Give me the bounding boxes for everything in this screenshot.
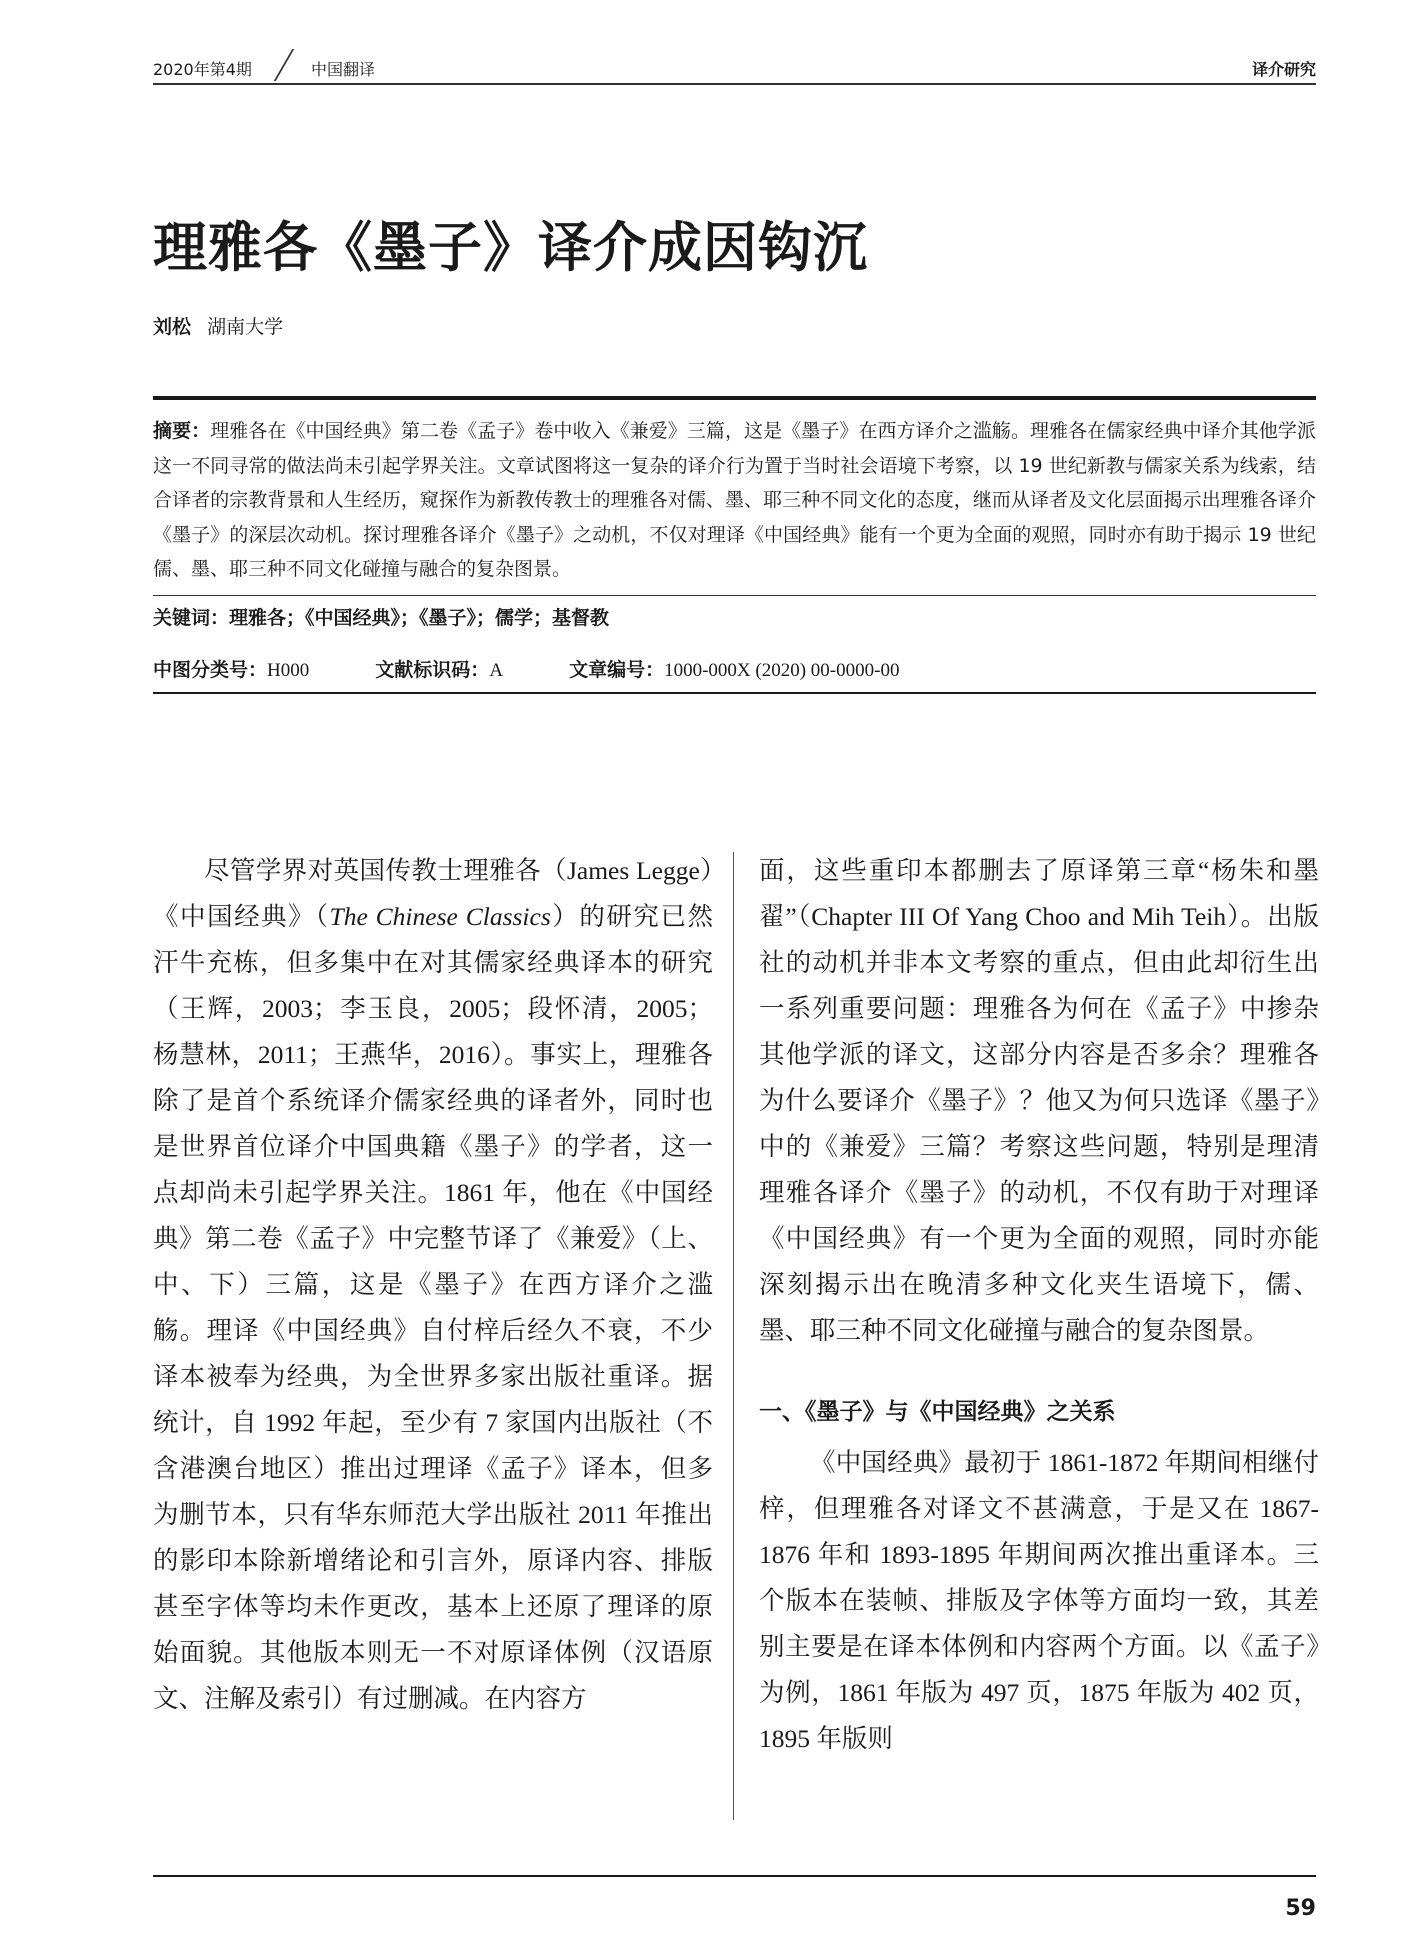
article-number — [569, 655, 899, 682]
abstract-label: 摘要： — [153, 420, 211, 442]
author-affiliation: 湖南大学 — [207, 316, 284, 338]
author-line — [153, 312, 283, 339]
doc-value: A — [489, 660, 504, 681]
article-title: 理雅各《墨子》译介成因钩沉 — [153, 216, 868, 279]
journal-name: 中国翻译 — [311, 60, 376, 79]
doc-label: 文献标识码： — [375, 659, 490, 681]
column-divider — [733, 852, 734, 1820]
body-paragraph — [153, 848, 713, 1722]
section-label: 译介研究 — [1251, 60, 1316, 79]
header-slash-divider — [274, 49, 294, 81]
document-code — [375, 655, 503, 682]
author-name: 刘松 — [153, 316, 192, 338]
body-text: ）的研究已然汗牛充栋，但多集中在对其儒家经典译本的研究（王辉，2003；李玉良，2005；段怀清，2005；杨慧林，2011；王燕华，2016）。事实上，理雅各除了是首个系统译介儒家经典的译者外，同时也是世界首位译介中国典籍《墨子》的学者，这一点却尚未引起学界关注。1861 年，他在《中国经典》第二卷《孟子》中完整节译了《兼爱》（上、中、下）三篇，这是《墨子》在西方译介之滥觞。理译《中国经典》自付梓后经久不衰，不少译本被奉为经典，为全世界多家出版社重译。据统计，自 1992 年起，至少有 7 家国内出版社（不含港澳台地区）推出过理译《孟子》译本，但多为删节本，只有华东师范大学出版社 2011 年推出的影印本除新增绪论和引言外，原译内容、排版甚至字体等均未作更改，基本上还原了理译的原始面貌。其他版本则无一不对原译体例（汉语原文、注解及索引）有过删减。在内容方 — [153, 902, 713, 1713]
section-heading: 一、《墨子》与《中国经典》之关系 — [759, 1399, 1116, 1425]
body-column-left — [153, 848, 713, 1722]
keywords-value: 理雅各；《中国经典》；《墨子》；儒学；基督教 — [229, 607, 610, 629]
footer-divider — [153, 1875, 1316, 1877]
article-number-value: 1000-000X (2020) 00-0000-00 — [664, 660, 900, 681]
keywords-label: 关键词： — [153, 607, 230, 629]
clc-label: 中图分类号： — [153, 659, 268, 681]
body-paragraph: 《中国经典》最初于 1861-1872 年期间相继付梓，但理雅各对译文不甚满意，于是又在 1867-1876 年和 1893-1895 年期间两次推出重译本。三个版本在装帧、排版及字体等方面均一致，其差别主要是在译本体例和内容两个方面。以《孟子》为例，1861 年版为 497 页，1875 年版为 402 页，1895 年版则 — [759, 1448, 1319, 1753]
clc-value: H000 — [267, 660, 310, 681]
book-title-italic: The Chinese Classics — [329, 902, 551, 931]
meta-divider — [153, 692, 1316, 694]
body-column-right — [759, 848, 1319, 1762]
issue-label: 2020年第4期 — [153, 60, 252, 79]
classification-row — [153, 655, 1316, 682]
body-text: 尽管学界对英国传教士理雅各（James Legge）《中国经典》（ — [153, 856, 713, 931]
body-paragraph-continued: 面，这些重印本都删去了原译第三章“杨朱和墨翟”（Chapter III Of Yang Choo and Mih Teih）。出版社的动机并非本文考察的重点，但由此却衍生出一系列重要问题：理雅各为何在《孟子》中掺杂其他学派的译文，这部分内容是否多余？理雅各为什么要译介《墨子》？他又为何只选译《墨子》中的《兼爱》三篇？考察这些问题，特别是理清理雅各译介《墨子》的动机，不仅有助于对理译《中国经典》有一个更为全面的观照，同时亦能深刻揭示出在晚清多种文化夹生语境下，儒、墨、耶三种不同文化碰撞与融合的复杂图景。 — [759, 856, 1319, 1345]
keywords — [153, 603, 609, 630]
abstract-box — [153, 396, 1316, 596]
abstract — [153, 414, 1316, 596]
page-number: 59 — [1285, 1896, 1316, 1921]
article-number-label: 文章编号： — [569, 659, 665, 681]
running-header — [153, 55, 1316, 85]
clc-number — [153, 655, 309, 682]
abstract-text: 理雅各在《中国经典》第二卷《孟子》卷中收入《兼爱》三篇，这是《墨子》在西方译介之滥觞。理雅各在儒家经典中译介其他学派这一不同寻常的做法尚未引起学界关注。文章试图将这一复杂的译介行为置于当时社会语境下考察，以 19 世纪新教与儒家关系为线索，结合译者的宗教背景和人生经历，窥探作为新教传教士的理雅各对儒、墨、耶三种不同文化的态度，继而从译者及文化层面揭示出理雅各译介《墨子》的深层次动机。探讨理雅各译介《墨子》之动机，不仅对理译《中国经典》能有一个更为全面的观照，同时亦有助于揭示 19 世纪儒、墨、耶三种不同文化碰撞与融合的复杂图景。 — [153, 420, 1316, 580]
